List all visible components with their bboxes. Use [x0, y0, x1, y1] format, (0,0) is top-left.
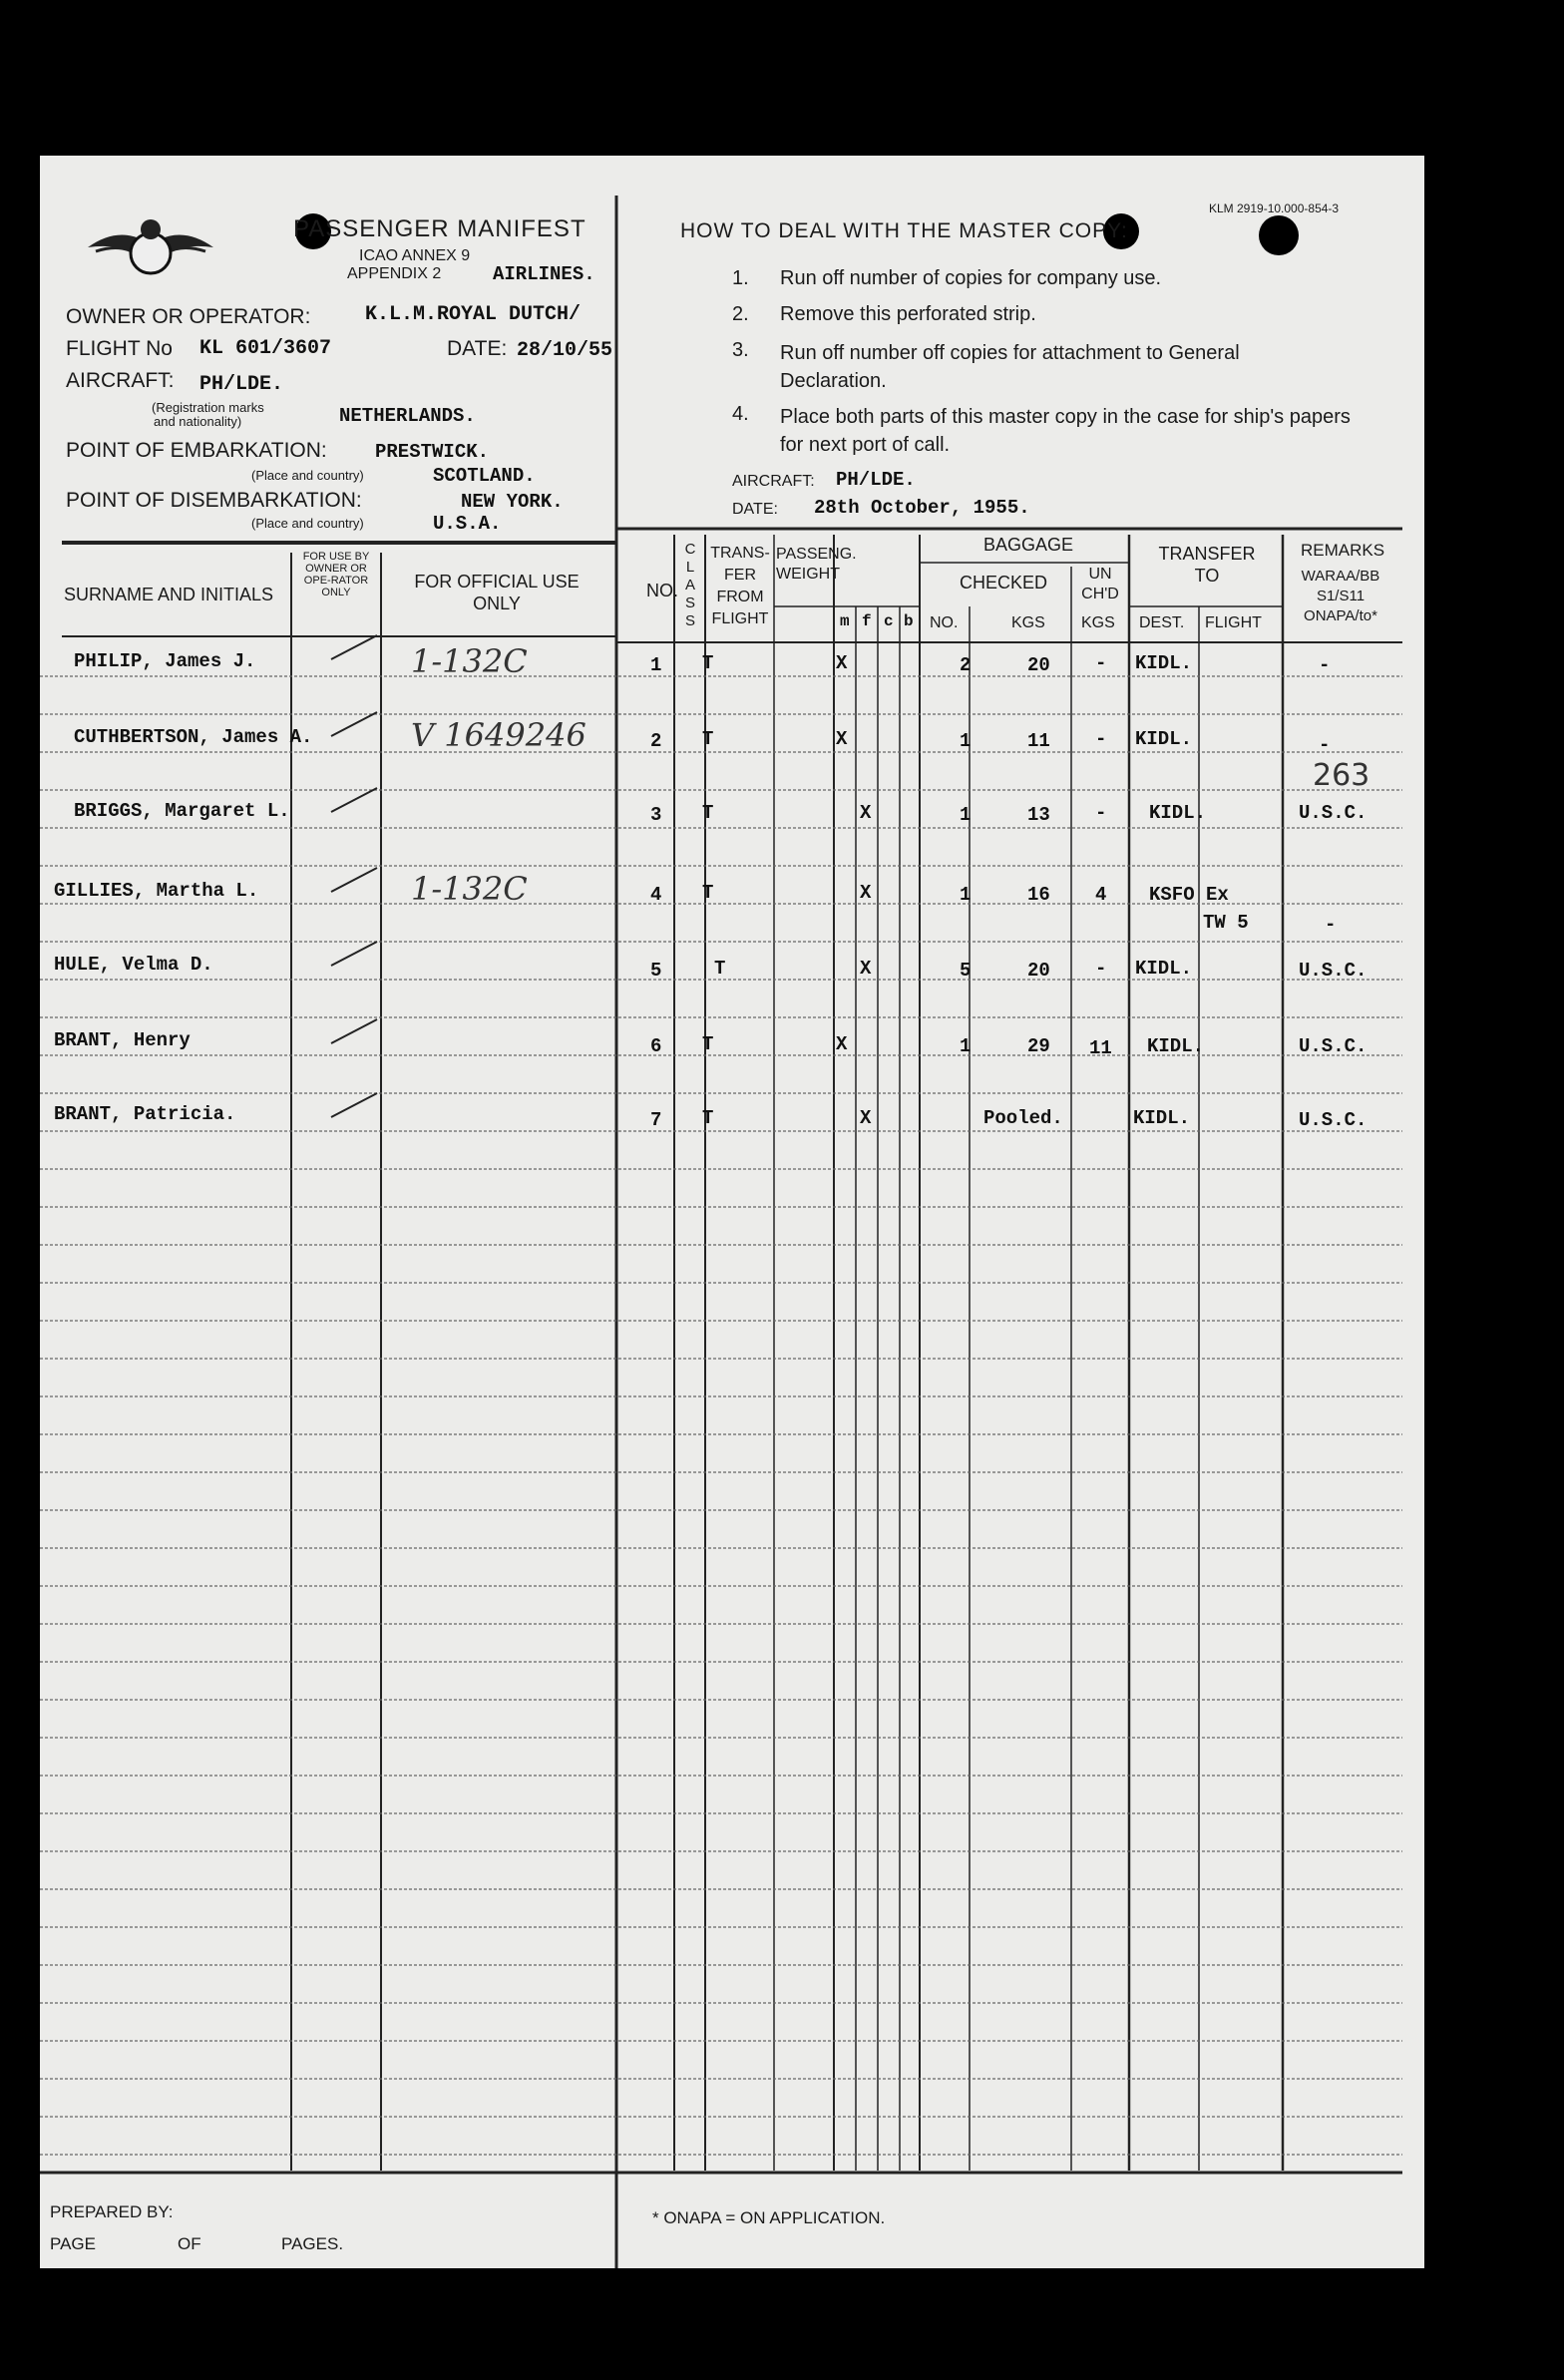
col-b: b	[904, 612, 914, 630]
prepared-by-label: PREPARED BY:	[50, 2202, 174, 2221]
check-tick-mark	[331, 1093, 377, 1117]
col-unchd-kgs: KGS	[1081, 614, 1115, 631]
pax-no: 5	[650, 960, 662, 982]
disembark-place-note: (Place and country)	[251, 516, 364, 531]
dest: KSFO Ex	[1149, 884, 1229, 906]
instruction-3-text: Run off number off copies for attachment to General Declaration.	[780, 342, 1240, 392]
unchd-kgs: 4	[1095, 884, 1107, 906]
owner-label: OWNER OR OPERATOR:	[66, 305, 311, 328]
bag-pooled: Pooled.	[983, 1107, 1063, 1129]
instruction-4-num: 4.	[732, 403, 749, 425]
remarks: -	[1325, 914, 1337, 936]
dest: KIDL.	[1135, 958, 1193, 980]
pax-no: 2	[650, 730, 662, 752]
col-flight: FLIGHT	[1205, 614, 1262, 631]
bag-no: 5	[960, 960, 972, 982]
pax-no: 1	[650, 654, 662, 676]
manifest-title: PASSENGER MANIFEST	[293, 215, 586, 242]
passenger-name: CUTHBERTSON, James A.	[74, 726, 313, 748]
remarks: U.S.C.	[1299, 1035, 1368, 1057]
col-unchd: UN CH'D	[1081, 566, 1119, 602]
klm-logo-icon	[86, 209, 215, 289]
punch-hole	[1259, 215, 1299, 255]
check-tick-mark	[331, 788, 377, 812]
instruction-3-num: 3.	[732, 339, 749, 361]
col-m: m	[840, 612, 850, 630]
bag-no: 1	[960, 730, 972, 752]
embark-label: POINT OF EMBARKATION:	[66, 439, 327, 462]
col-checked-no: NO.	[930, 614, 959, 631]
instr-date-label: DATE:	[732, 501, 778, 518]
embark-country: SCOTLAND.	[433, 465, 536, 487]
col-remarks: REMARKS	[1301, 541, 1385, 560]
instruction-2-text: Remove this perforated strip.	[780, 303, 1036, 325]
pages-label: PAGES.	[281, 2234, 344, 2253]
weight-mark: X	[860, 882, 872, 904]
flight-label: FLIGHT No	[66, 337, 173, 360]
weight-mark: X	[836, 1033, 848, 1055]
date-value: 28/10/55	[517, 339, 613, 362]
col-passeng-weight: PASSENG. WEIGHT	[776, 546, 857, 583]
pax-class: T	[702, 802, 714, 824]
bag-kgs: 29	[1027, 1035, 1050, 1057]
instructions-title: HOW TO DEAL WITH THE MASTER COPY:	[680, 219, 1128, 242]
instruction-1-text: Run off number of copies for company use.	[780, 267, 1162, 289]
form-number: KLM 2919-10.000-854-3	[1209, 201, 1340, 215]
weight-mark: X	[836, 728, 848, 750]
bag-no: 1	[960, 1035, 972, 1057]
passenger-name: BRIGGS, Margaret L.	[74, 800, 290, 822]
col-remarks-codes: WARAA/BB S1/S11 ONAPA/to*	[1301, 568, 1380, 624]
instruction-4-text: Place both parts of this master copy in the case for ship's papers for next port of call.	[780, 406, 1351, 456]
col-c: c	[884, 612, 894, 630]
disembark-label: POINT OF DISEMBARKATION:	[66, 489, 362, 512]
remarks: -	[1319, 654, 1331, 676]
instruction-2-num: 2.	[732, 303, 749, 325]
passenger-name: BRANT, Patricia.	[54, 1103, 236, 1125]
weight-mark: X	[860, 802, 872, 824]
remarks: U.S.C.	[1299, 960, 1368, 982]
col-checked-kgs: KGS	[1011, 614, 1045, 631]
dest: KIDL.	[1147, 1035, 1205, 1057]
passenger-name: GILLIES, Martha L.	[54, 880, 259, 902]
embark-place-note: (Place and country)	[251, 468, 364, 483]
instr-date-value: 28th October, 1955.	[814, 497, 1030, 519]
col-transfer-from: TRANS-FER FROM FLIGHT	[710, 545, 770, 627]
of-label: OF	[178, 2234, 201, 2253]
dest: KIDL.	[1149, 802, 1207, 824]
bag-kgs: 16	[1027, 884, 1050, 906]
passenger-name: BRANT, Henry	[54, 1029, 191, 1051]
remarks-extra: 263	[1313, 758, 1370, 793]
dest: KIDL.	[1133, 1107, 1191, 1129]
col-surname: SURNAME AND INITIALS	[64, 585, 274, 604]
col-no: NO.	[646, 581, 679, 600]
official-entry: 1-132C	[411, 870, 528, 908]
pax-class: T	[714, 958, 726, 980]
remarks: U.S.C.	[1299, 1109, 1368, 1131]
transfer-flight: TW 5	[1203, 912, 1249, 934]
pax-no: 7	[650, 1109, 662, 1131]
col-owner-use: FOR USE BY OWNER OR OPE-RATOR ONLY	[302, 551, 370, 598]
unchd-kgs: -	[1095, 728, 1107, 750]
bag-no: 2	[960, 654, 972, 676]
icao-annex: ICAO ANNEX 9	[359, 247, 471, 264]
bag-kgs: 20	[1027, 960, 1050, 982]
disembark-value: NEW YORK.	[461, 491, 564, 513]
unchd-kgs: -	[1095, 652, 1107, 674]
passenger-name: PHILIP, James J.	[74, 650, 256, 672]
col-checked: CHECKED	[960, 573, 1048, 593]
official-entry: 1-132C	[411, 642, 528, 680]
instruction-1-num: 1.	[732, 267, 749, 289]
bag-kgs: 13	[1027, 804, 1050, 826]
pax-class: T	[702, 1107, 714, 1129]
col-transfer-to: TRANSFER TO	[1158, 544, 1256, 586]
col-official: FOR OFFICIAL USE ONLY	[414, 572, 580, 613]
weight-mark: X	[860, 958, 872, 980]
reg-note-2: and nationality)	[154, 414, 242, 429]
bag-no: 1	[960, 884, 972, 906]
unchd-kgs: 11	[1089, 1037, 1112, 1059]
date-label: DATE:	[447, 337, 508, 360]
remarks: -	[1319, 734, 1331, 756]
official-entry: V 1649246	[411, 716, 586, 754]
icao-appendix: APPENDIX 2	[347, 265, 442, 282]
instr-aircraft-value: PH/LDE.	[836, 469, 916, 491]
aircraft-value: PH/LDE.	[199, 373, 284, 396]
check-tick-mark	[331, 635, 377, 659]
pax-class: T	[702, 728, 714, 750]
passenger-name: HULE, Velma D.	[54, 954, 213, 976]
check-tick-mark	[331, 1019, 377, 1043]
weight-mark: X	[836, 652, 848, 674]
pax-no: 4	[650, 884, 662, 906]
unchd-kgs: -	[1095, 802, 1107, 824]
dest: KIDL.	[1135, 652, 1193, 674]
manifest-page	[40, 156, 1424, 2268]
bag-no: 1	[960, 804, 972, 826]
instr-aircraft-label: AIRCRAFT:	[732, 473, 815, 490]
embark-value: PRESTWICK.	[375, 441, 490, 463]
reg-note-1: (Registration marks	[152, 400, 264, 415]
unchd-kgs: -	[1095, 958, 1107, 980]
owner-value-airlines: AIRLINES.	[493, 263, 595, 285]
check-tick-mark	[331, 712, 377, 736]
col-dest: DEST.	[1139, 614, 1185, 631]
flight-value: KL 601/3607	[199, 337, 332, 360]
col-f: f	[862, 612, 872, 630]
col-class: CLASS	[684, 541, 696, 629]
check-tick-mark	[331, 868, 377, 892]
page-label: PAGE	[50, 2234, 96, 2253]
pax-class: T	[702, 1033, 714, 1055]
aircraft-label: AIRCRAFT:	[66, 369, 175, 392]
check-tick-mark	[331, 942, 377, 966]
pax-class: T	[702, 882, 714, 904]
owner-value: K.L.M.ROYAL DUTCH/	[365, 303, 582, 326]
bag-kgs: 20	[1027, 654, 1050, 676]
weight-mark: X	[860, 1107, 872, 1129]
bag-kgs: 11	[1027, 730, 1050, 752]
nationality-value: NETHERLANDS.	[339, 405, 476, 427]
dest: KIDL.	[1135, 728, 1193, 750]
pax-no: 6	[650, 1035, 662, 1057]
remarks: U.S.C.	[1299, 802, 1368, 824]
pax-no: 3	[650, 804, 662, 826]
col-baggage: BAGGAGE	[983, 535, 1074, 555]
disembark-country: U.S.A.	[433, 513, 502, 535]
onapa-note: * ONAPA = ON APPLICATION.	[652, 2208, 886, 2227]
pax-class: T	[702, 652, 714, 674]
